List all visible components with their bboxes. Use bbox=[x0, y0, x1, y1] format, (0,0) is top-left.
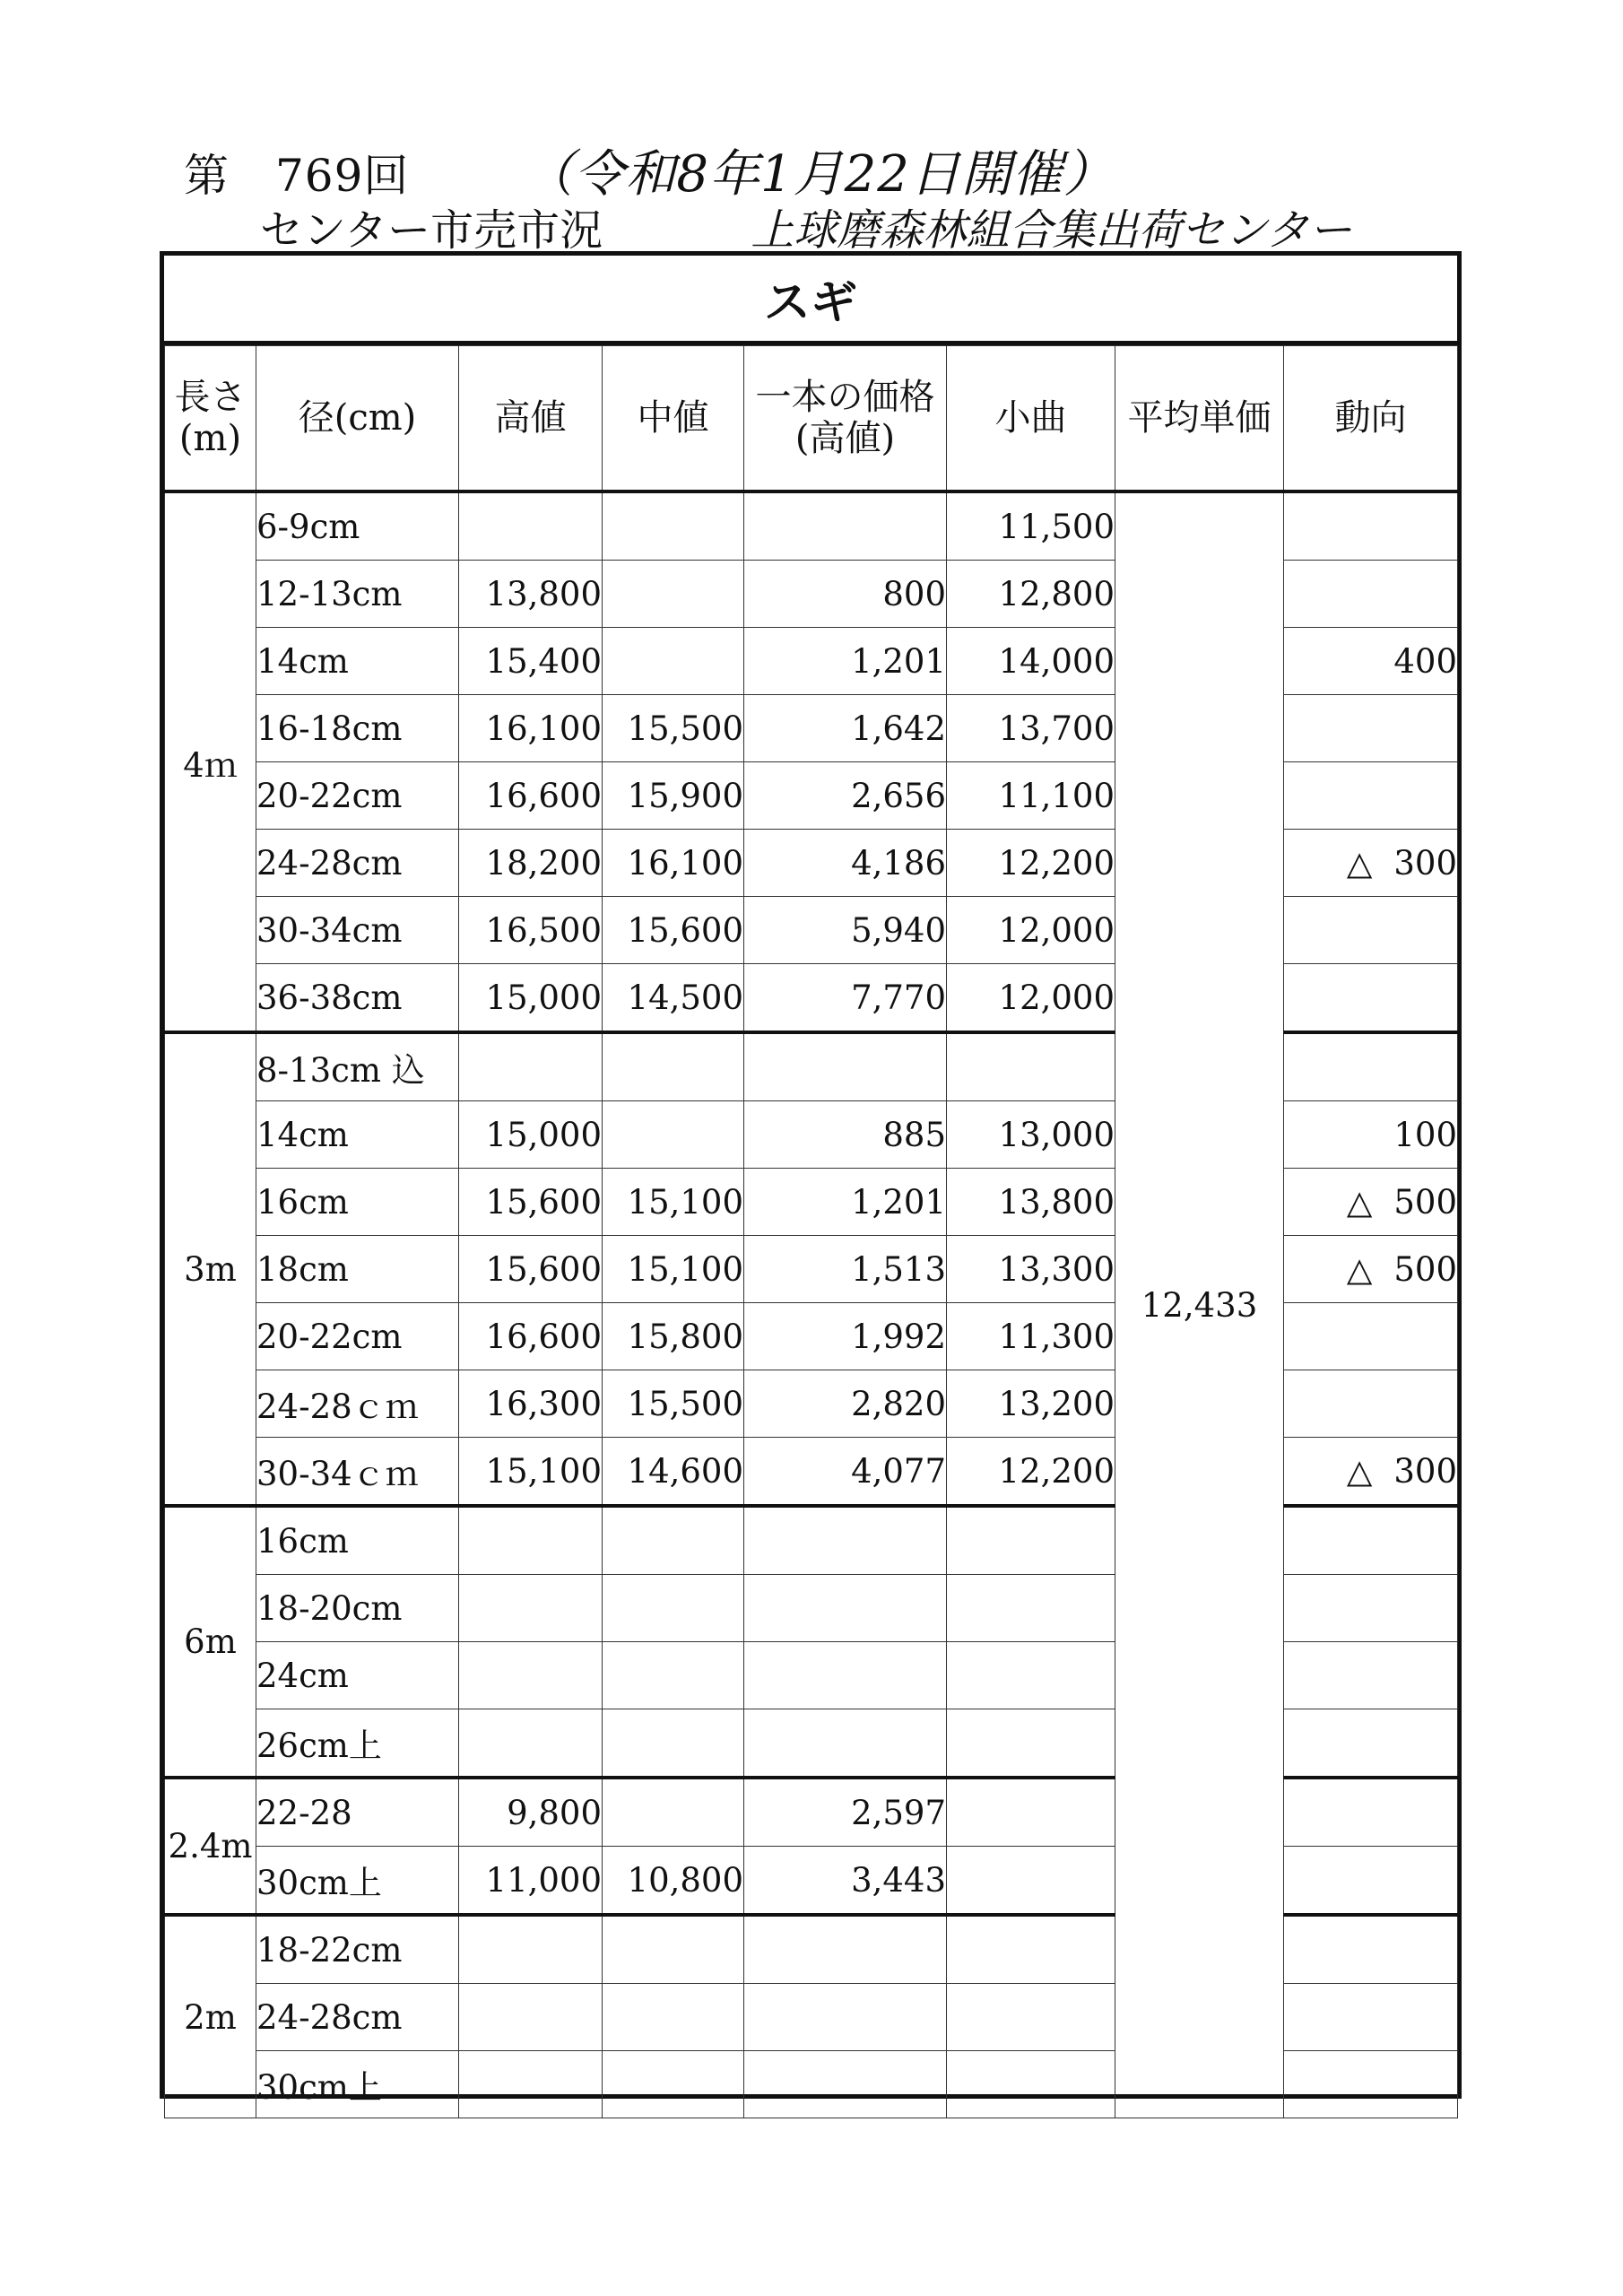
species-title: スギ bbox=[164, 256, 1457, 345]
diameter-cell: 18-20cm bbox=[256, 1575, 459, 1642]
high-price-cell: 15,100 bbox=[459, 1438, 603, 1507]
decrease-triangle-icon: △ bbox=[1346, 843, 1373, 883]
diameter-cell: 6-9cm bbox=[256, 491, 459, 561]
per-log-price-cell: 885 bbox=[744, 1101, 947, 1169]
high-price-cell: 18,200 bbox=[459, 830, 603, 897]
per-log-price-cell bbox=[744, 1506, 947, 1575]
small-bend-cell: 12,000 bbox=[947, 964, 1115, 1033]
per-log-price-cell bbox=[744, 491, 947, 561]
diameter-cell: 20-22cm bbox=[256, 1303, 459, 1370]
mid-price-cell: 10,800 bbox=[603, 1847, 744, 1916]
small-bend-cell bbox=[947, 1847, 1115, 1916]
diameter-cell: 26cm上 bbox=[256, 1709, 459, 1779]
mid-price-cell bbox=[603, 1778, 744, 1847]
diameter-cell: 12-13cm bbox=[256, 561, 459, 628]
high-price-cell bbox=[459, 1709, 603, 1779]
per-log-price-cell: 4,077 bbox=[744, 1438, 947, 1507]
diameter-cell: 30-34cm bbox=[256, 897, 459, 964]
length-group-label: 2.4m bbox=[165, 1778, 256, 1915]
per-log-price-cell: 3,443 bbox=[744, 1847, 947, 1916]
high-price-cell bbox=[459, 1984, 603, 2051]
mid-price-cell: 15,500 bbox=[603, 695, 744, 762]
per-log-price-cell: 1,642 bbox=[744, 695, 947, 762]
per-log-price-cell: 5,940 bbox=[744, 897, 947, 964]
per-log-price-cell: 1,201 bbox=[744, 628, 947, 695]
high-price-cell: 15,400 bbox=[459, 628, 603, 695]
small-bend-cell bbox=[947, 1506, 1115, 1575]
per-log-price-cell bbox=[744, 1642, 947, 1709]
trend-value: 500 bbox=[1393, 1249, 1457, 1289]
diameter-cell: 18cm bbox=[256, 1236, 459, 1303]
auction-date: （令和8年1月22日開催） bbox=[523, 145, 1115, 204]
mid-price-cell: 15,900 bbox=[603, 762, 744, 830]
trend-cell bbox=[1284, 1984, 1458, 2051]
mid-price-cell bbox=[603, 1101, 744, 1169]
trend-cell bbox=[1284, 1506, 1458, 1575]
trend-cell bbox=[1284, 830, 1458, 897]
per-log-price-cell: 1,992 bbox=[744, 1303, 947, 1370]
mid-price-cell bbox=[603, 1984, 744, 2051]
diameter-cell: 30cm上 bbox=[256, 2051, 459, 2118]
length-group-label: 3m bbox=[165, 1032, 256, 1506]
high-price-cell: 15,000 bbox=[459, 1101, 603, 1169]
col-diameter: 径(cm) bbox=[256, 346, 459, 492]
mid-price-cell bbox=[603, 561, 744, 628]
high-price-cell: 15,600 bbox=[459, 1236, 603, 1303]
per-log-price-cell bbox=[744, 1032, 947, 1101]
mid-price-cell bbox=[603, 628, 744, 695]
small-bend-cell: 12,200 bbox=[947, 830, 1115, 897]
col-avg-unit: 平均単価 bbox=[1115, 346, 1284, 492]
trend-cell bbox=[1284, 1032, 1458, 1101]
small-bend-cell: 13,700 bbox=[947, 695, 1115, 762]
trend-cell bbox=[1284, 964, 1458, 1033]
trend-cell bbox=[1284, 1169, 1458, 1236]
high-price-cell: 11,000 bbox=[459, 1847, 603, 1916]
decrease-triangle-icon: △ bbox=[1346, 1249, 1373, 1289]
per-log-price-cell: 4,186 bbox=[744, 830, 947, 897]
price-table bbox=[164, 345, 1458, 2118]
organization-name: 上球磨森林組合集出荷センター bbox=[751, 205, 1352, 256]
col-high: 高値 bbox=[459, 346, 603, 492]
col-length bbox=[165, 346, 256, 492]
diameter-cell: 14cm bbox=[256, 1101, 459, 1169]
mid-price-cell: 15,100 bbox=[603, 1169, 744, 1236]
trend-value: 400 bbox=[1393, 641, 1457, 681]
trend-cell bbox=[1284, 1709, 1458, 1779]
price-sheet bbox=[160, 251, 1462, 2107]
high-price-cell: 15,000 bbox=[459, 964, 603, 1033]
report-subheader bbox=[260, 196, 1351, 257]
per-log-price-cell: 1,513 bbox=[744, 1236, 947, 1303]
diameter-cell: 16cm bbox=[256, 1169, 459, 1236]
small-bend-cell bbox=[947, 2051, 1115, 2118]
diameter-cell: 24cm bbox=[256, 1642, 459, 1709]
small-bend-cell bbox=[947, 1915, 1115, 1984]
high-price-cell bbox=[459, 1506, 603, 1575]
mid-price-cell: 16,100 bbox=[603, 830, 744, 897]
trend-cell bbox=[1284, 561, 1458, 628]
small-bend-cell: 11,300 bbox=[947, 1303, 1115, 1370]
trend-cell bbox=[1284, 1370, 1458, 1438]
mid-price-cell bbox=[603, 2051, 744, 2118]
small-bend-cell: 12,800 bbox=[947, 561, 1115, 628]
small-bend-cell bbox=[947, 1642, 1115, 1709]
mid-price-cell: 15,800 bbox=[603, 1303, 744, 1370]
per-log-price-cell bbox=[744, 2051, 947, 2118]
col-trend: 動向 bbox=[1284, 346, 1458, 492]
diameter-cell: 36-38cm bbox=[256, 964, 459, 1033]
per-log-price-cell: 2,656 bbox=[744, 762, 947, 830]
small-bend-cell: 11,500 bbox=[947, 491, 1115, 561]
high-price-cell: 16,500 bbox=[459, 897, 603, 964]
high-price-cell: 16,600 bbox=[459, 762, 603, 830]
mid-price-cell: 14,500 bbox=[603, 964, 744, 1033]
small-bend-cell: 12,000 bbox=[947, 897, 1115, 964]
small-bend-cell bbox=[947, 1709, 1115, 1779]
trend-cell bbox=[1284, 1303, 1458, 1370]
per-log-price-cell: 1,201 bbox=[744, 1169, 947, 1236]
mid-price-cell bbox=[603, 1506, 744, 1575]
mid-price-cell: 15,100 bbox=[603, 1236, 744, 1303]
length-group-label: 4ｍ bbox=[165, 491, 256, 1032]
diameter-cell: 16cm bbox=[256, 1506, 459, 1575]
trend-cell bbox=[1284, 695, 1458, 762]
trend-cell bbox=[1284, 2051, 1458, 2118]
per-log-price-cell: 2,820 bbox=[744, 1370, 947, 1438]
small-bend-cell: 14,000 bbox=[947, 628, 1115, 695]
average-unit-price: 12,433 bbox=[1115, 491, 1284, 2118]
diameter-cell: 30cm上 bbox=[256, 1847, 459, 1916]
high-price-cell: 15,600 bbox=[459, 1169, 603, 1236]
high-price-cell bbox=[459, 1032, 603, 1101]
trend-cell bbox=[1284, 1915, 1458, 1984]
high-price-cell bbox=[459, 1642, 603, 1709]
high-price-cell bbox=[459, 491, 603, 561]
per-log-price-cell bbox=[744, 1915, 947, 1984]
per-log-price-cell: 7,770 bbox=[744, 964, 947, 1033]
high-price-cell: 9,800 bbox=[459, 1778, 603, 1847]
mid-price-cell bbox=[603, 1575, 744, 1642]
trend-value: 300 bbox=[1393, 843, 1457, 883]
trend-value: 500 bbox=[1393, 1182, 1457, 1222]
trend-value: 300 bbox=[1393, 1451, 1457, 1491]
per-log-price-cell: 2,597 bbox=[744, 1778, 947, 1847]
mid-price-cell bbox=[603, 1642, 744, 1709]
col-length-label: 長さ (m) bbox=[174, 377, 247, 459]
trend-cell bbox=[1284, 1236, 1458, 1303]
decrease-triangle-icon: △ bbox=[1346, 1451, 1373, 1491]
small-bend-cell bbox=[947, 1032, 1115, 1101]
trend-cell bbox=[1284, 1847, 1458, 1916]
small-bend-cell: 13,200 bbox=[947, 1370, 1115, 1438]
small-bend-cell: 13,300 bbox=[947, 1236, 1115, 1303]
small-bend-cell: 13,000 bbox=[947, 1101, 1115, 1169]
trend-cell bbox=[1284, 1642, 1458, 1709]
mid-price-cell bbox=[603, 1032, 744, 1101]
col-per-log: 一本の価格 (高値) bbox=[744, 346, 947, 492]
small-bend-cell: 12,200 bbox=[947, 1438, 1115, 1507]
mid-price-cell: 15,600 bbox=[603, 897, 744, 964]
trend-cell bbox=[1284, 762, 1458, 830]
mid-price-cell: 14,600 bbox=[603, 1438, 744, 1507]
high-price-cell: 16,300 bbox=[459, 1370, 603, 1438]
small-bend-cell: 13,800 bbox=[947, 1169, 1115, 1236]
diameter-cell: 24-28cm bbox=[256, 830, 459, 897]
diameter-cell: 14cm bbox=[256, 628, 459, 695]
trend-cell bbox=[1284, 491, 1458, 561]
high-price-cell bbox=[459, 1575, 603, 1642]
high-price-cell: 13,800 bbox=[459, 561, 603, 628]
session-number: 第 769回 bbox=[184, 150, 410, 202]
report-subtitle: センター市売市況 bbox=[260, 205, 603, 256]
mid-price-cell bbox=[603, 1915, 744, 1984]
trend-cell bbox=[1284, 1575, 1458, 1642]
trend-cell bbox=[1284, 1101, 1458, 1169]
diameter-cell: 8-13cm 込 bbox=[256, 1032, 459, 1101]
per-log-price-cell bbox=[744, 1709, 947, 1779]
per-log-price-cell bbox=[744, 1984, 947, 2051]
high-price-cell bbox=[459, 1915, 603, 1984]
table-row bbox=[165, 491, 1458, 561]
trend-cell bbox=[1284, 1778, 1458, 1847]
per-log-price-cell bbox=[744, 1575, 947, 1642]
mid-price-cell: 15,500 bbox=[603, 1370, 744, 1438]
small-bend-cell bbox=[947, 1575, 1115, 1642]
diameter-cell: 18-22cm bbox=[256, 1915, 459, 1984]
high-price-cell: 16,100 bbox=[459, 695, 603, 762]
small-bend-cell: 11,100 bbox=[947, 762, 1115, 830]
diameter-cell: 30-34ｃｍ bbox=[256, 1438, 459, 1507]
decrease-triangle-icon: △ bbox=[1346, 1182, 1373, 1222]
small-bend-cell bbox=[947, 1778, 1115, 1847]
col-small-bend: 小曲 bbox=[947, 346, 1115, 492]
table-header-row bbox=[165, 346, 1458, 492]
trend-cell bbox=[1284, 628, 1458, 695]
high-price-cell bbox=[459, 2051, 603, 2118]
per-log-price-cell: 800 bbox=[744, 561, 947, 628]
high-price-cell: 16,600 bbox=[459, 1303, 603, 1370]
diameter-cell: 22-28 bbox=[256, 1778, 459, 1847]
mid-price-cell bbox=[603, 1709, 744, 1779]
diameter-cell: 16-18cm bbox=[256, 695, 459, 762]
trend-cell bbox=[1284, 1438, 1458, 1507]
mid-price-cell bbox=[603, 491, 744, 561]
length-group-label: 6m bbox=[165, 1506, 256, 1778]
small-bend-cell bbox=[947, 1984, 1115, 2051]
diameter-cell: 24-28cm bbox=[256, 1984, 459, 2051]
trend-cell bbox=[1284, 897, 1458, 964]
length-group-label: 2m bbox=[165, 1915, 256, 2118]
trend-value: 100 bbox=[1393, 1115, 1457, 1154]
col-mid: 中値 bbox=[603, 346, 744, 492]
diameter-cell: 24-28ｃｍ bbox=[256, 1370, 459, 1438]
diameter-cell: 20-22cm bbox=[256, 762, 459, 830]
